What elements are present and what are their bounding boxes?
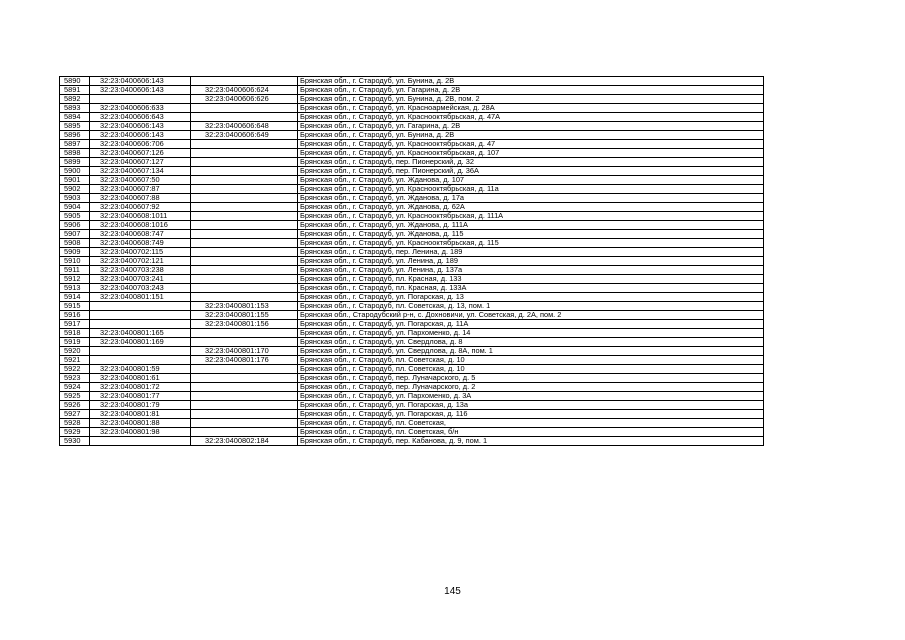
- table-row: [60, 95, 764, 104]
- address-cell: Брянская обл., г. Стародуб, ул. Погарская, д. 11А: [298, 320, 764, 329]
- cadastral-number-cell: [90, 95, 191, 104]
- related-cadastral-number-cell: 32:23:0400801:156: [191, 320, 298, 329]
- related-cadastral-number-cell: 32:23:0400801:170: [191, 347, 298, 356]
- address-cell: Брянская обл., Стародубский р-н, с. Дохновичи, ул. Советская, д. 2А, пом. 2: [298, 311, 764, 320]
- cadastral-number-cell: 32:23:0400607:50: [90, 176, 191, 185]
- related-cadastral-number-cell: [191, 410, 298, 419]
- related-cadastral-number-cell: [191, 158, 298, 167]
- address-cell: Брянская обл., г. Стародуб, ул. Ленина, д. 137а: [298, 266, 764, 275]
- row-number-cell: 5928: [60, 419, 90, 428]
- related-cadastral-number-cell: 32:23:0400801:155: [191, 311, 298, 320]
- row-number-cell: 5898: [60, 149, 90, 158]
- row-number-cell: 5903: [60, 194, 90, 203]
- cadastral-number-cell: 32:23:0400606:143: [90, 86, 191, 95]
- table-row: [60, 248, 764, 257]
- address-cell: Брянская обл., г. Стародуб, ул. Краснооктябрьская, д. 47: [298, 140, 764, 149]
- row-number-cell: 5925: [60, 392, 90, 401]
- cadastral-number-cell: [90, 320, 191, 329]
- row-number-cell: 5908: [60, 239, 90, 248]
- table-row: [60, 392, 764, 401]
- address-cell: Брянская обл., г. Стародуб, ул. Бунина, д. 2В, пом. 2: [298, 95, 764, 104]
- address-cell: Брянская обл., г. Стародуб, пл. Красная, д. 133: [298, 275, 764, 284]
- address-cell: Брянская обл., г. Стародуб, ул. Гагарина, д. 2В: [298, 86, 764, 95]
- address-cell: Брянская обл., г. Стародуб, ул. Жданова, д. 111А: [298, 221, 764, 230]
- address-cell: Брянская обл., г. Стародуб, ул. Погарская, д. 13а: [298, 401, 764, 410]
- related-cadastral-number-cell: 32:23:0400801:153: [191, 302, 298, 311]
- address-cell: Брянская обл., г. Стародуб, пл. Советская, б/н: [298, 428, 764, 437]
- table-row: [60, 194, 764, 203]
- table-row: [60, 104, 764, 113]
- cadastral-number-cell: 32:23:0400607:127: [90, 158, 191, 167]
- address-cell: Брянская обл., г. Стародуб, ул. Краснооктябрьская, д. 11а: [298, 185, 764, 194]
- row-number-cell: 5907: [60, 230, 90, 239]
- related-cadastral-number-cell: [191, 284, 298, 293]
- row-number-cell: 5919: [60, 338, 90, 347]
- cadastral-number-cell: 32:23:0400606:143: [90, 131, 191, 140]
- row-number-cell: 5915: [60, 302, 90, 311]
- table-row: [60, 401, 764, 410]
- address-cell: Брянская обл., г. Стародуб, ул. Погарская, д. 116: [298, 410, 764, 419]
- table-row: [60, 140, 764, 149]
- cadastral-number-cell: 32:23:0400608:749: [90, 239, 191, 248]
- row-number-cell: 5897: [60, 140, 90, 149]
- cadastral-number-cell: 32:23:0400801:169: [90, 338, 191, 347]
- row-number-cell: 5924: [60, 383, 90, 392]
- related-cadastral-number-cell: [191, 257, 298, 266]
- cadastral-number-cell: 32:23:0400606:643: [90, 113, 191, 122]
- table-row: [60, 437, 764, 446]
- table-row: [60, 419, 764, 428]
- address-cell: Брянская обл., г. Стародуб, пл. Советская, д. 10: [298, 365, 764, 374]
- table-row: [60, 293, 764, 302]
- row-number-cell: 5895: [60, 122, 90, 131]
- row-number-cell: 5910: [60, 257, 90, 266]
- table-row: [60, 212, 764, 221]
- row-number-cell: 5893: [60, 104, 90, 113]
- cadastral-number-cell: 32:23:0400801:79: [90, 401, 191, 410]
- related-cadastral-number-cell: [191, 176, 298, 185]
- address-cell: Брянская обл., г. Стародуб, пер. Луначарского, д. 5: [298, 374, 764, 383]
- table-row: [60, 410, 764, 419]
- address-cell: Брянская обл., г. Стародуб, ул. Пархоменко, д. 3А: [298, 392, 764, 401]
- cadastral-number-cell: 32:23:0400703:243: [90, 284, 191, 293]
- address-cell: Брянская обл., г. Стародуб, пер. Пионерский, д. 32: [298, 158, 764, 167]
- address-cell: Брянская обл., г. Стародуб, ул. Свердлова, д. 8: [298, 338, 764, 347]
- row-number-cell: 5909: [60, 248, 90, 257]
- table-row: [60, 257, 764, 266]
- address-cell: Брянская обл., г. Стародуб, пл. Советская, д. 10: [298, 356, 764, 365]
- registry-table: [59, 76, 764, 446]
- address-cell: Брянская обл., г. Стародуб, пер. Кабанова, д. 9, пом. 1: [298, 437, 764, 446]
- row-number-cell: 5891: [60, 86, 90, 95]
- row-number-cell: 5923: [60, 374, 90, 383]
- related-cadastral-number-cell: 32:23:0400606:626: [191, 95, 298, 104]
- table-row: [60, 221, 764, 230]
- table-row: [60, 320, 764, 329]
- cadastral-number-cell: 32:23:0400606:633: [90, 104, 191, 113]
- row-number-cell: 5914: [60, 293, 90, 302]
- related-cadastral-number-cell: [191, 104, 298, 113]
- cadastral-number-cell: 32:23:0400703:241: [90, 275, 191, 284]
- table-row: [60, 122, 764, 131]
- row-number-cell: 5913: [60, 284, 90, 293]
- registry-table-body: [60, 77, 764, 446]
- table-row: [60, 365, 764, 374]
- address-cell: Брянская обл., г. Стародуб, ул. Гагарина, д. 2В: [298, 122, 764, 131]
- related-cadastral-number-cell: [191, 167, 298, 176]
- cadastral-number-cell: 32:23:0400606:706: [90, 140, 191, 149]
- row-number-cell: 5894: [60, 113, 90, 122]
- related-cadastral-number-cell: [191, 338, 298, 347]
- address-cell: Брянская обл., г. Стародуб, ул. Красноармейская, д. 28А: [298, 104, 764, 113]
- cadastral-number-cell: 32:23:0400801:72: [90, 383, 191, 392]
- cadastral-number-cell: 32:23:0400801:61: [90, 374, 191, 383]
- table-row: [60, 338, 764, 347]
- related-cadastral-number-cell: 32:23:0400801:176: [191, 356, 298, 365]
- cadastral-number-cell: 32:23:0400702:115: [90, 248, 191, 257]
- table-row: [60, 203, 764, 212]
- cadastral-number-cell: 32:23:0400801:81: [90, 410, 191, 419]
- row-number-cell: 5901: [60, 176, 90, 185]
- address-cell: Брянская обл., г. Стародуб, пл. Советская, д. 13, пом. 1: [298, 302, 764, 311]
- address-cell: Брянская обл., г. Стародуб, пл. Красная, д. 133А: [298, 284, 764, 293]
- related-cadastral-number-cell: [191, 266, 298, 275]
- related-cadastral-number-cell: [191, 221, 298, 230]
- table-row: [60, 347, 764, 356]
- cadastral-number-cell: 32:23:0400608:747: [90, 230, 191, 239]
- address-cell: Брянская обл., г. Стародуб, ул. Ленина, д. 189: [298, 257, 764, 266]
- address-cell: Брянская обл., г. Стародуб, пер. Луначарского, д. 2: [298, 383, 764, 392]
- table-row: [60, 311, 764, 320]
- related-cadastral-number-cell: 32:23:0400606:624: [191, 86, 298, 95]
- address-cell: Брянская обл., г. Стародуб, ул. Бунина, д. 2В: [298, 131, 764, 140]
- row-number-cell: 5929: [60, 428, 90, 437]
- related-cadastral-number-cell: [191, 140, 298, 149]
- row-number-cell: 5920: [60, 347, 90, 356]
- related-cadastral-number-cell: [191, 392, 298, 401]
- address-cell: Брянская обл., г. Стародуб, ул. Краснооктябрьская, д. 47А: [298, 113, 764, 122]
- row-number-cell: 5930: [60, 437, 90, 446]
- cadastral-number-cell: 32:23:0400607:92: [90, 203, 191, 212]
- table-row: [60, 77, 764, 86]
- related-cadastral-number-cell: [191, 428, 298, 437]
- cadastral-number-cell: 32:23:0400801:98: [90, 428, 191, 437]
- cadastral-number-cell: [90, 311, 191, 320]
- row-number-cell: 5917: [60, 320, 90, 329]
- address-cell: Брянская обл., г. Стародуб, ул. Погарская, д. 13: [298, 293, 764, 302]
- address-cell: Брянская обл., г. Стародуб, ул. Свердлова, д. 8А, пом. 1: [298, 347, 764, 356]
- cadastral-number-cell: 32:23:0400801:77: [90, 392, 191, 401]
- table-row: [60, 149, 764, 158]
- related-cadastral-number-cell: [191, 239, 298, 248]
- related-cadastral-number-cell: [191, 113, 298, 122]
- table-row: [60, 428, 764, 437]
- row-number-cell: 5918: [60, 329, 90, 338]
- address-cell: Брянская обл., г. Стародуб, пер. Пионерский, д. 36А: [298, 167, 764, 176]
- table-row: [60, 275, 764, 284]
- row-number-cell: 5892: [60, 95, 90, 104]
- cadastral-number-cell: 32:23:0400703:238: [90, 266, 191, 275]
- address-cell: Брянская обл., г. Стародуб, ул. Краснооктябрьская, д. 111А: [298, 212, 764, 221]
- related-cadastral-number-cell: [191, 401, 298, 410]
- table-row: [60, 131, 764, 140]
- address-cell: Брянская обл., г. Стародуб, ул. Краснооктябрьская, д. 107: [298, 149, 764, 158]
- cadastral-number-cell: [90, 356, 191, 365]
- address-cell: Брянская обл., г. Стародуб, пер. Ленина, д. 189: [298, 248, 764, 257]
- table-row: [60, 86, 764, 95]
- table-row: [60, 383, 764, 392]
- cadastral-number-cell: 32:23:0400607:87: [90, 185, 191, 194]
- cadastral-number-cell: [90, 437, 191, 446]
- row-number-cell: 5921: [60, 356, 90, 365]
- table-row: [60, 356, 764, 365]
- address-cell: Брянская обл., г. Стародуб, ул. Жданова, д. 115: [298, 230, 764, 239]
- related-cadastral-number-cell: [191, 374, 298, 383]
- table-row: [60, 239, 764, 248]
- cadastral-number-cell: 32:23:0400801:59: [90, 365, 191, 374]
- cadastral-number-cell: 32:23:0400608:1011: [90, 212, 191, 221]
- cadastral-number-cell: 32:23:0400607:88: [90, 194, 191, 203]
- related-cadastral-number-cell: [191, 419, 298, 428]
- row-number-cell: 5911: [60, 266, 90, 275]
- table-row: [60, 167, 764, 176]
- cadastral-number-cell: 32:23:0400608:1016: [90, 221, 191, 230]
- related-cadastral-number-cell: [191, 293, 298, 302]
- related-cadastral-number-cell: [191, 329, 298, 338]
- address-cell: Брянская обл., г. Стародуб, пл. Советская,: [298, 419, 764, 428]
- page-number: 145: [444, 586, 461, 597]
- cadastral-number-cell: 32:23:0400801:151: [90, 293, 191, 302]
- row-number-cell: 5904: [60, 203, 90, 212]
- related-cadastral-number-cell: [191, 212, 298, 221]
- row-number-cell: 5916: [60, 311, 90, 320]
- related-cadastral-number-cell: [191, 230, 298, 239]
- address-cell: Брянская обл., г. Стародуб, ул. Жданова, д. 62А: [298, 203, 764, 212]
- related-cadastral-number-cell: [191, 203, 298, 212]
- table-row: [60, 266, 764, 275]
- address-cell: Брянская обл., г. Стародуб, ул. Жданова, д. 17а: [298, 194, 764, 203]
- table-row: [60, 302, 764, 311]
- row-number-cell: 5902: [60, 185, 90, 194]
- table-row: [60, 176, 764, 185]
- row-number-cell: 5906: [60, 221, 90, 230]
- table-row: [60, 284, 764, 293]
- address-cell: Брянская обл., г. Стародуб, ул. Краснооктябрьская, д. 115: [298, 239, 764, 248]
- address-cell: Брянская обл., г. Стародуб, ул. Бунина, д. 2В: [298, 77, 764, 86]
- related-cadastral-number-cell: [191, 248, 298, 257]
- table-row: [60, 374, 764, 383]
- address-cell: Брянская обл., г. Стародуб, ул. Жданова, д. 107: [298, 176, 764, 185]
- row-number-cell: 5900: [60, 167, 90, 176]
- table-row: [60, 158, 764, 167]
- related-cadastral-number-cell: [191, 383, 298, 392]
- row-number-cell: 5896: [60, 131, 90, 140]
- row-number-cell: 5927: [60, 410, 90, 419]
- row-number-cell: 5899: [60, 158, 90, 167]
- cadastral-number-cell: 32:23:0400607:134: [90, 167, 191, 176]
- cadastral-number-cell: 32:23:0400606:143: [90, 77, 191, 86]
- cadastral-number-cell: [90, 347, 191, 356]
- row-number-cell: 5905: [60, 212, 90, 221]
- cadastral-number-cell: 32:23:0400606:143: [90, 122, 191, 131]
- related-cadastral-number-cell: [191, 194, 298, 203]
- row-number-cell: 5926: [60, 401, 90, 410]
- related-cadastral-number-cell: [191, 275, 298, 284]
- cadastral-number-cell: 32:23:0400801:165: [90, 329, 191, 338]
- address-cell: Брянская обл., г. Стародуб, ул. Пархоменко, д. 14: [298, 329, 764, 338]
- related-cadastral-number-cell: [191, 149, 298, 158]
- related-cadastral-number-cell: 32:23:0400802:184: [191, 437, 298, 446]
- cadastral-number-cell: 32:23:0400702:121: [90, 257, 191, 266]
- cadastral-number-cell: [90, 302, 191, 311]
- related-cadastral-number-cell: 32:23:0400606:649: [191, 131, 298, 140]
- related-cadastral-number-cell: 32:23:0400606:648: [191, 122, 298, 131]
- table-row: [60, 329, 764, 338]
- row-number-cell: 5912: [60, 275, 90, 284]
- related-cadastral-number-cell: [191, 365, 298, 374]
- table-row: [60, 230, 764, 239]
- table-row: [60, 113, 764, 122]
- row-number-cell: 5922: [60, 365, 90, 374]
- row-number-cell: 5890: [60, 77, 90, 86]
- related-cadastral-number-cell: [191, 185, 298, 194]
- cadastral-number-cell: 32:23:0400801:88: [90, 419, 191, 428]
- cadastral-number-cell: 32:23:0400607:126: [90, 149, 191, 158]
- table-row: [60, 185, 764, 194]
- related-cadastral-number-cell: [191, 77, 298, 86]
